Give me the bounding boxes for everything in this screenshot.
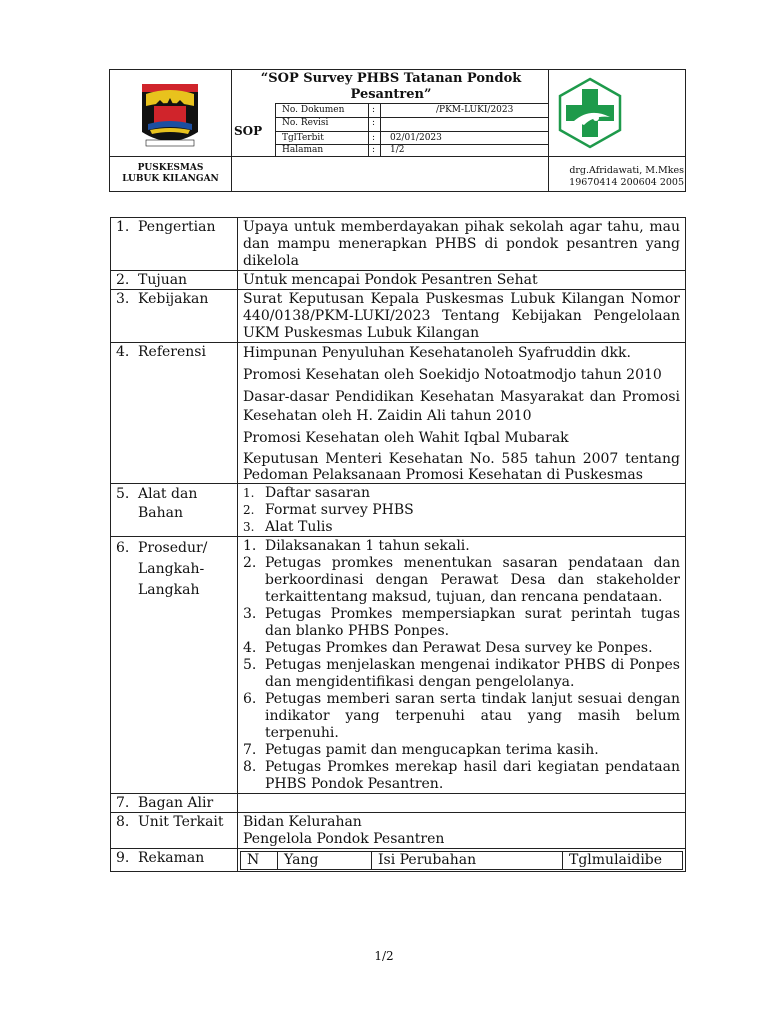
row-number: 1. (116, 219, 130, 235)
meta-separator: : (372, 145, 376, 155)
unit-item: Pengelola Pondok Pesantren (243, 831, 445, 847)
organization-name (110, 163, 231, 185)
item-number: 6. (243, 691, 257, 707)
item-text: Dilaksanakan 1 tahun sekali. (265, 538, 470, 554)
record-column-header: Tglmulaidibe (563, 852, 683, 870)
table-row (111, 484, 686, 537)
divider (275, 131, 548, 132)
row-content (238, 813, 686, 849)
record-header-row (241, 852, 683, 870)
table-row (111, 218, 686, 271)
label-line: Prosedur/ (138, 540, 208, 556)
row-number: 4. (116, 344, 130, 360)
divider (275, 103, 276, 156)
organization-line: PUSKESMAS (137, 163, 204, 173)
organization-line: LUBUK KILANGAN (122, 174, 219, 184)
row-label-text: Bagan Alir (138, 795, 214, 811)
row-label (111, 218, 238, 271)
item-number: 2. (243, 503, 255, 517)
row-label-text: Pengertian (138, 219, 216, 235)
item-text: Petugas promkes menentukan sasaran pendataan dan berkoordinasi dengan Perawat Desa dan stakeholder terkaittentang maksud, tujuan, dan rencana pendataan. (265, 555, 680, 605)
row-content (238, 537, 686, 794)
row-label-text: Unit Terkait (138, 814, 224, 830)
materials-list (243, 485, 680, 536)
label-line: Langkah- (138, 561, 205, 577)
table-row (111, 849, 686, 872)
document-title: “SOP Survey PHBS Tatanan Pondok Pesantren” (260, 71, 522, 102)
divider (110, 156, 685, 157)
list-item (243, 555, 680, 606)
row-content (238, 794, 686, 813)
row-label-text (138, 538, 207, 601)
puskesmas-logo (554, 77, 626, 149)
row-number: 5. (116, 486, 130, 502)
row-label (111, 849, 238, 872)
item-number: 8. (243, 759, 257, 775)
row-content (238, 849, 686, 872)
row-number: 9. (116, 850, 130, 866)
item-number: 4. (243, 640, 257, 656)
item-number: 5. (243, 657, 257, 673)
table-row (111, 537, 686, 794)
list-item (243, 640, 680, 657)
row-label-text: Rekaman (138, 850, 205, 866)
meta-label: No. Revisi (282, 118, 329, 128)
list-item (243, 691, 680, 742)
divider (380, 103, 381, 156)
meta-separator: : (372, 118, 376, 128)
row-content: Surat Keputusan Kepala Puskesmas Lubuk Kilangan Nomor 440/0138/PKM-LUKI/2023 Tentang Kebijakan Pengelolaan UKM Puskesmas Lubuk Kilangan (238, 290, 686, 343)
row-label (111, 343, 238, 484)
row-label (111, 537, 238, 794)
signer-nip: 19670414 200604 2005 (569, 177, 684, 188)
row-content: Untuk mencapai Pondok Pesantren Sehat (238, 271, 686, 290)
procedure-list (243, 538, 680, 793)
row-label (111, 794, 238, 813)
row-number: 8. (116, 814, 130, 830)
row-label-text: Referensi (138, 344, 206, 360)
item-text: Petugas pamit dan mengucapkan terima kasih. (265, 742, 599, 758)
item-number: 1. (243, 538, 257, 554)
record-column-header: N (241, 852, 278, 870)
list-item (243, 606, 680, 640)
item-text: Petugas Promkes merekap hasil dari kegiatan pendataan PHBS Pondok Pesantren. (265, 759, 680, 792)
list-item (243, 742, 680, 759)
list-item (243, 759, 680, 793)
table-row (111, 271, 686, 290)
divider (368, 103, 369, 156)
document-header (109, 69, 686, 192)
record-table (240, 851, 683, 870)
meta-value: /PKM-LUKI/2023 (436, 105, 514, 115)
page-number: 1/2 (374, 949, 394, 963)
list-item (243, 538, 680, 555)
pemda-emblem-logo (138, 78, 202, 152)
list-item (243, 657, 680, 691)
row-label (111, 484, 238, 537)
item-number: 7. (243, 742, 257, 758)
meta-value: 1/2 (390, 145, 405, 155)
record-column-header: Yang (278, 852, 372, 870)
item-number: 1. (243, 486, 255, 500)
meta-value: 02/01/2023 (390, 133, 442, 143)
reference-item: Promosi Kesehatan oleh Soekidjo Notoatmodjo tahun 2010 (243, 367, 662, 383)
row-label (111, 813, 238, 849)
table-row (111, 813, 686, 849)
reference-item: Promosi Kesehatan oleh Wahit Iqbal Mubarak (243, 430, 569, 446)
item-text: Alat Tulis (265, 519, 333, 535)
label-line: Bahan (138, 505, 184, 521)
item-number: 2. (243, 555, 257, 571)
item-text: Petugas menjelaskan mengenai indikator PHBS di Ponpes dan mengidentifikasi dengan pengelolanya. (265, 657, 680, 690)
record-column-header: Isi Perubahan (372, 852, 563, 870)
reference-item: Himpunan Penyuluhan Kesehatanoleh Syafruddin dkk. (243, 345, 631, 361)
meta-label: TglTerbit (282, 133, 324, 143)
row-number: 3. (116, 291, 130, 307)
row-label (111, 271, 238, 290)
table-row (111, 794, 686, 813)
reference-item: Dasar-dasar Pendidikan Kesehatan Masyarakat dan Promosi Kesehatan oleh H. Zaidin Ali tahun 2010 (243, 389, 680, 424)
table-row (111, 343, 686, 484)
list-item (243, 485, 680, 502)
item-text: Format survey PHBS (265, 502, 414, 518)
sop-content-table (110, 217, 686, 872)
divider (275, 103, 548, 104)
row-number: 6. (116, 540, 130, 556)
label-line: Alat dan (138, 486, 198, 502)
item-text: Petugas Promkes mempersiapkan surat perintah tugas dan blanko PHBS Ponpes. (265, 606, 680, 639)
row-label-text (138, 485, 197, 523)
row-content: Upaya untuk memberdayakan pihak sekolah agar tahu, mau dan mampu menerapkan PHBS di pondok pesantren yang dikelola (238, 218, 686, 271)
row-label-text: Tujuan (138, 272, 188, 288)
unit-item: Bidan Kelurahan (243, 814, 362, 830)
item-text: Daftar sasaran (265, 485, 370, 501)
meta-separator: : (372, 133, 376, 143)
signer-block (551, 165, 684, 189)
meta-label: No. Dokumen (282, 105, 345, 115)
item-number: 3. (243, 520, 255, 534)
signer-name: drg.Afridawati, M.Mkes (569, 165, 684, 176)
reference-item: Keputusan Menteri Kesehatan No. 585 tahun 2007 tentang Pedoman Pelaksanaan Promosi Kesehatan di Puskesmas (243, 451, 680, 483)
row-label (111, 290, 238, 343)
list-item (243, 519, 680, 536)
list-item (243, 502, 680, 519)
row-number: 7. (116, 795, 130, 811)
row-content (238, 484, 686, 537)
row-label-text: Kebijakan (138, 291, 209, 307)
meta-label: Halaman (282, 145, 324, 155)
sop-label: SOP (234, 124, 263, 138)
row-content (238, 343, 686, 484)
item-text: Petugas memberi saran serta tindak lanjut sesuai dengan indikator yang terpenuhi atau yang masih belum terpenuhi. (265, 691, 680, 741)
meta-separator: : (372, 105, 376, 115)
item-number: 3. (243, 606, 257, 622)
label-line: Langkah (138, 582, 200, 598)
item-text: Petugas Promkes dan Perawat Desa survey ke Ponpes. (265, 640, 653, 656)
row-number: 2. (116, 272, 130, 288)
table-row (111, 290, 686, 343)
